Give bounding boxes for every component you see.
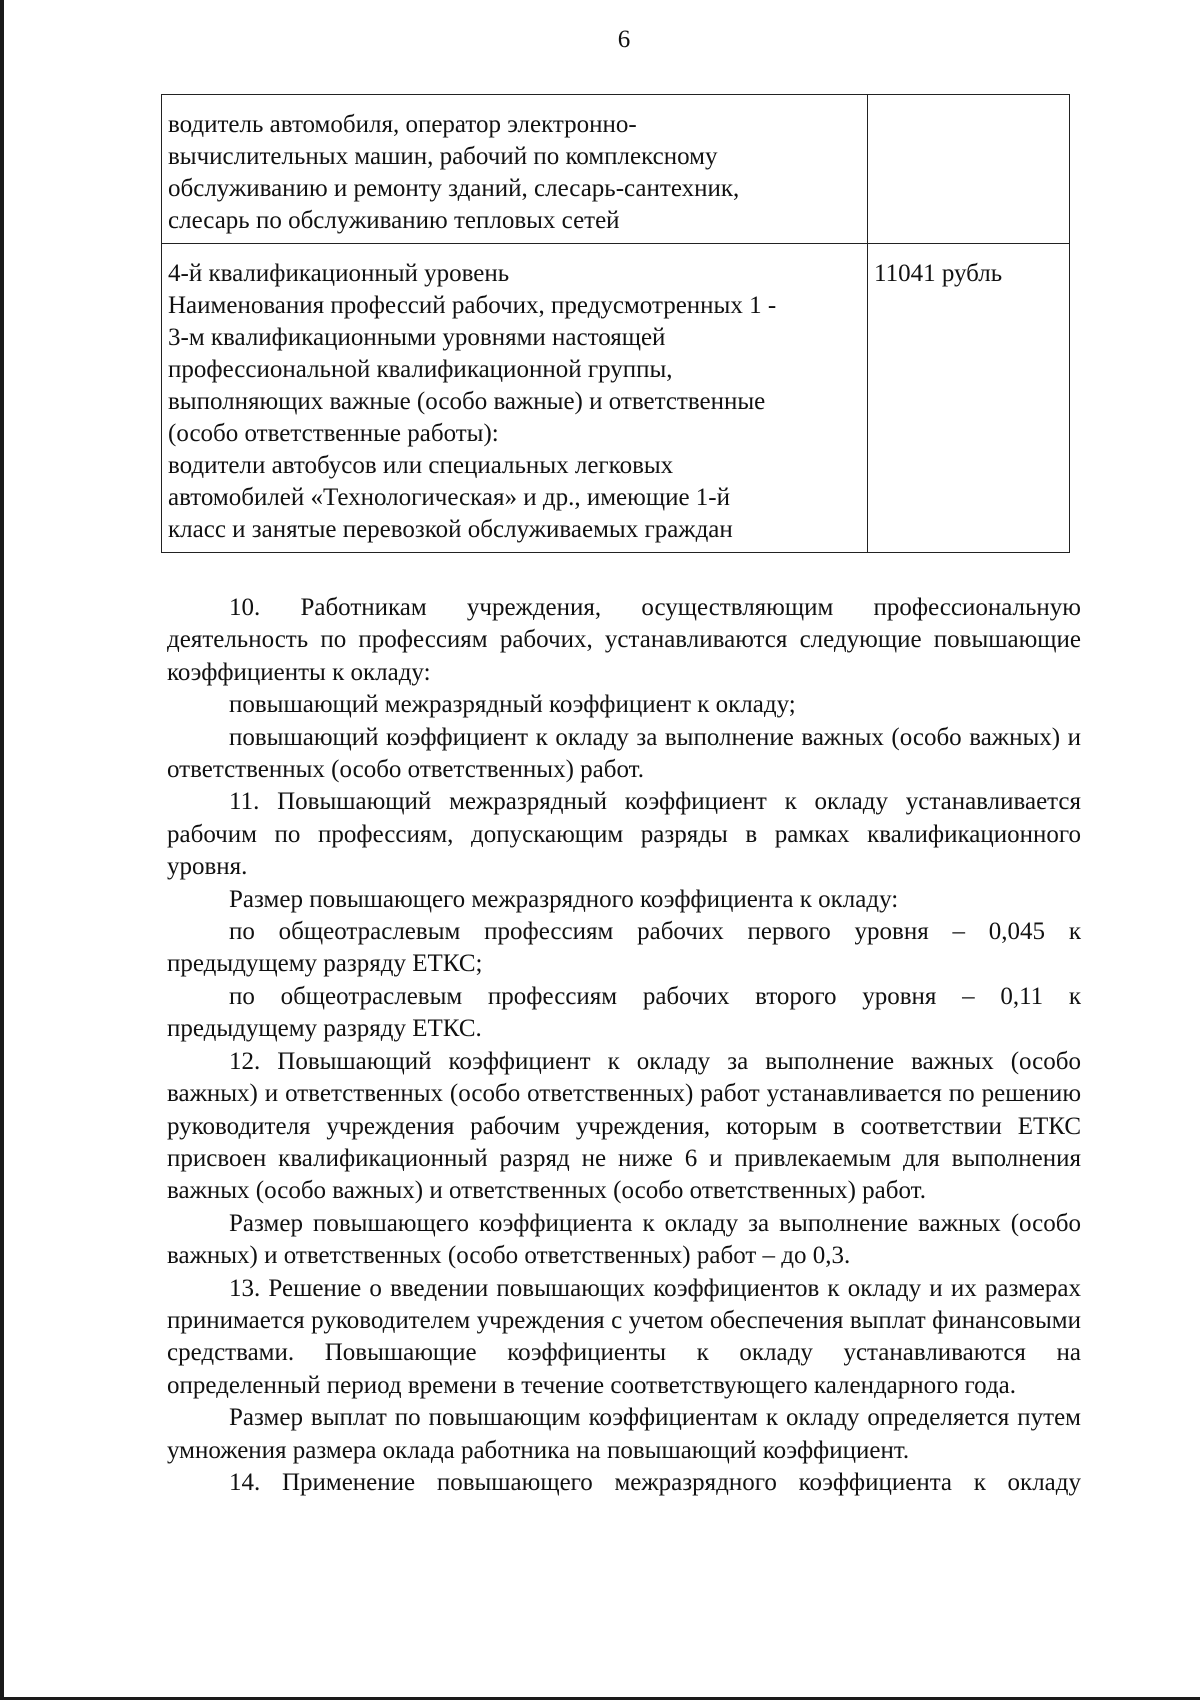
table-cell-description [162, 95, 868, 244]
cell-text-line: автомобилей «Технологическая» и др., имеющие 1-й [168, 484, 731, 511]
paragraph-10: 10. Работникам учреждения, осуществляющим профессиональную деятельность по профессиям рабочих, устанавливаются следующие повышающие коэффициенты к окладу: [167, 594, 1081, 686]
cell-text-line: вычислительных машин, рабочий по комплексному [168, 143, 718, 170]
page-number: 6 [617, 26, 631, 53]
cell-text-line: 3-м квалификационными уровнями настоящей [168, 324, 666, 351]
cell-text-line: (особо ответственные работы): [168, 420, 499, 447]
cell-text-line: слесарь по обслуживанию тепловых сетей [168, 207, 620, 234]
cell-text-line: профессиональной квалификационной группы, [168, 356, 673, 383]
table-cell-amount [868, 95, 1070, 244]
scan-left-edge [0, 0, 4, 1700]
paragraph-size-limit: Размер повышающего коэффициента к окладу за выполнение важных (особо важных) и ответственных (особо ответственных) работ – до 0,3. [167, 1209, 1081, 1270]
table-cell-description [162, 244, 868, 553]
paragraph-coefficient-item: повышающий коэффициент к окладу за выполнение важных (особо важных) и ответственных (особо ответственных) работ. [167, 723, 1081, 784]
paragraph-level-one: по общеотраслевым профессиям рабочих первого уровня – 0,045 к предыдущему разряду ЕТКС; [167, 918, 1081, 978]
cell-text-line: класс и занятые перевозкой обслуживаемых граждан [168, 516, 733, 543]
paragraph-coefficient-item: повышающий межразрядный коэффициент к окладу; [229, 691, 796, 719]
cell-text-line: Наименования профессий рабочих, предусмотренных 1 - [168, 292, 777, 319]
qualification-table [161, 94, 1070, 553]
document-body [167, 592, 1081, 1499]
table-row [162, 95, 1070, 244]
table-cell-amount: 11041 рубль [868, 244, 1070, 553]
cell-text-line: 4-й квалификационный уровень [168, 260, 510, 287]
cell-text-line: водители автобусов или специальных легковых [168, 452, 674, 479]
paragraph-14: 14. Применение повышающего межразрядного коэффициента к окладу [229, 1468, 1081, 1496]
paragraph-payment-size: Размер выплат по повышающим коэффициентам к окладу определяется путем умножения размера оклада работника на повышающий коэффициент. [167, 1404, 1081, 1464]
paragraph-size-heading: Размер повышающего межразрядного коэффициента к окладу: [229, 885, 899, 913]
cell-text-line: выполняющих важные (особо важные) и ответственные [168, 388, 766, 415]
paragraph-13: 13. Решение о введении повышающих коэффициентов к окладу и их размерах принимается руководителем учреждения с учетом обеспечения выплат финансовыми средствами. Повышающие коэффициенты к окладу устанавливаются на определенный период времени в течение соответствующего календарного года. [167, 1274, 1081, 1399]
paragraph-11: 11. Повышающий межразрядный коэффициент к окладу устанавливается рабочим по профессиям, допускающим разряды в рамках квалификационного уровня. [167, 788, 1081, 881]
cell-text-line: водитель автомобиля, оператор электронно- [168, 111, 637, 138]
cell-text-line: обслуживанию и ремонту зданий, слесарь-сантехник, [168, 175, 740, 202]
paragraph-12: 12. Повышающий коэффициент к окладу за выполнение важных (особо важных) и ответственных (особо ответственных) работ устанавливается по решению руководителя учреждения рабочим учреждения, которым в соответствии ЕТКС присвоен квалификационный разряд не ниже 6 и привлекаемым для выполнения важных (особо важных) и ответственных (особо ответственных) работ. [167, 1047, 1081, 1205]
table-row [162, 244, 1070, 553]
paragraph-level-two: по общеотраслевым профессиям рабочих второго уровня – 0,11 к предыдущему разряду ЕТКС. [167, 982, 1081, 1043]
